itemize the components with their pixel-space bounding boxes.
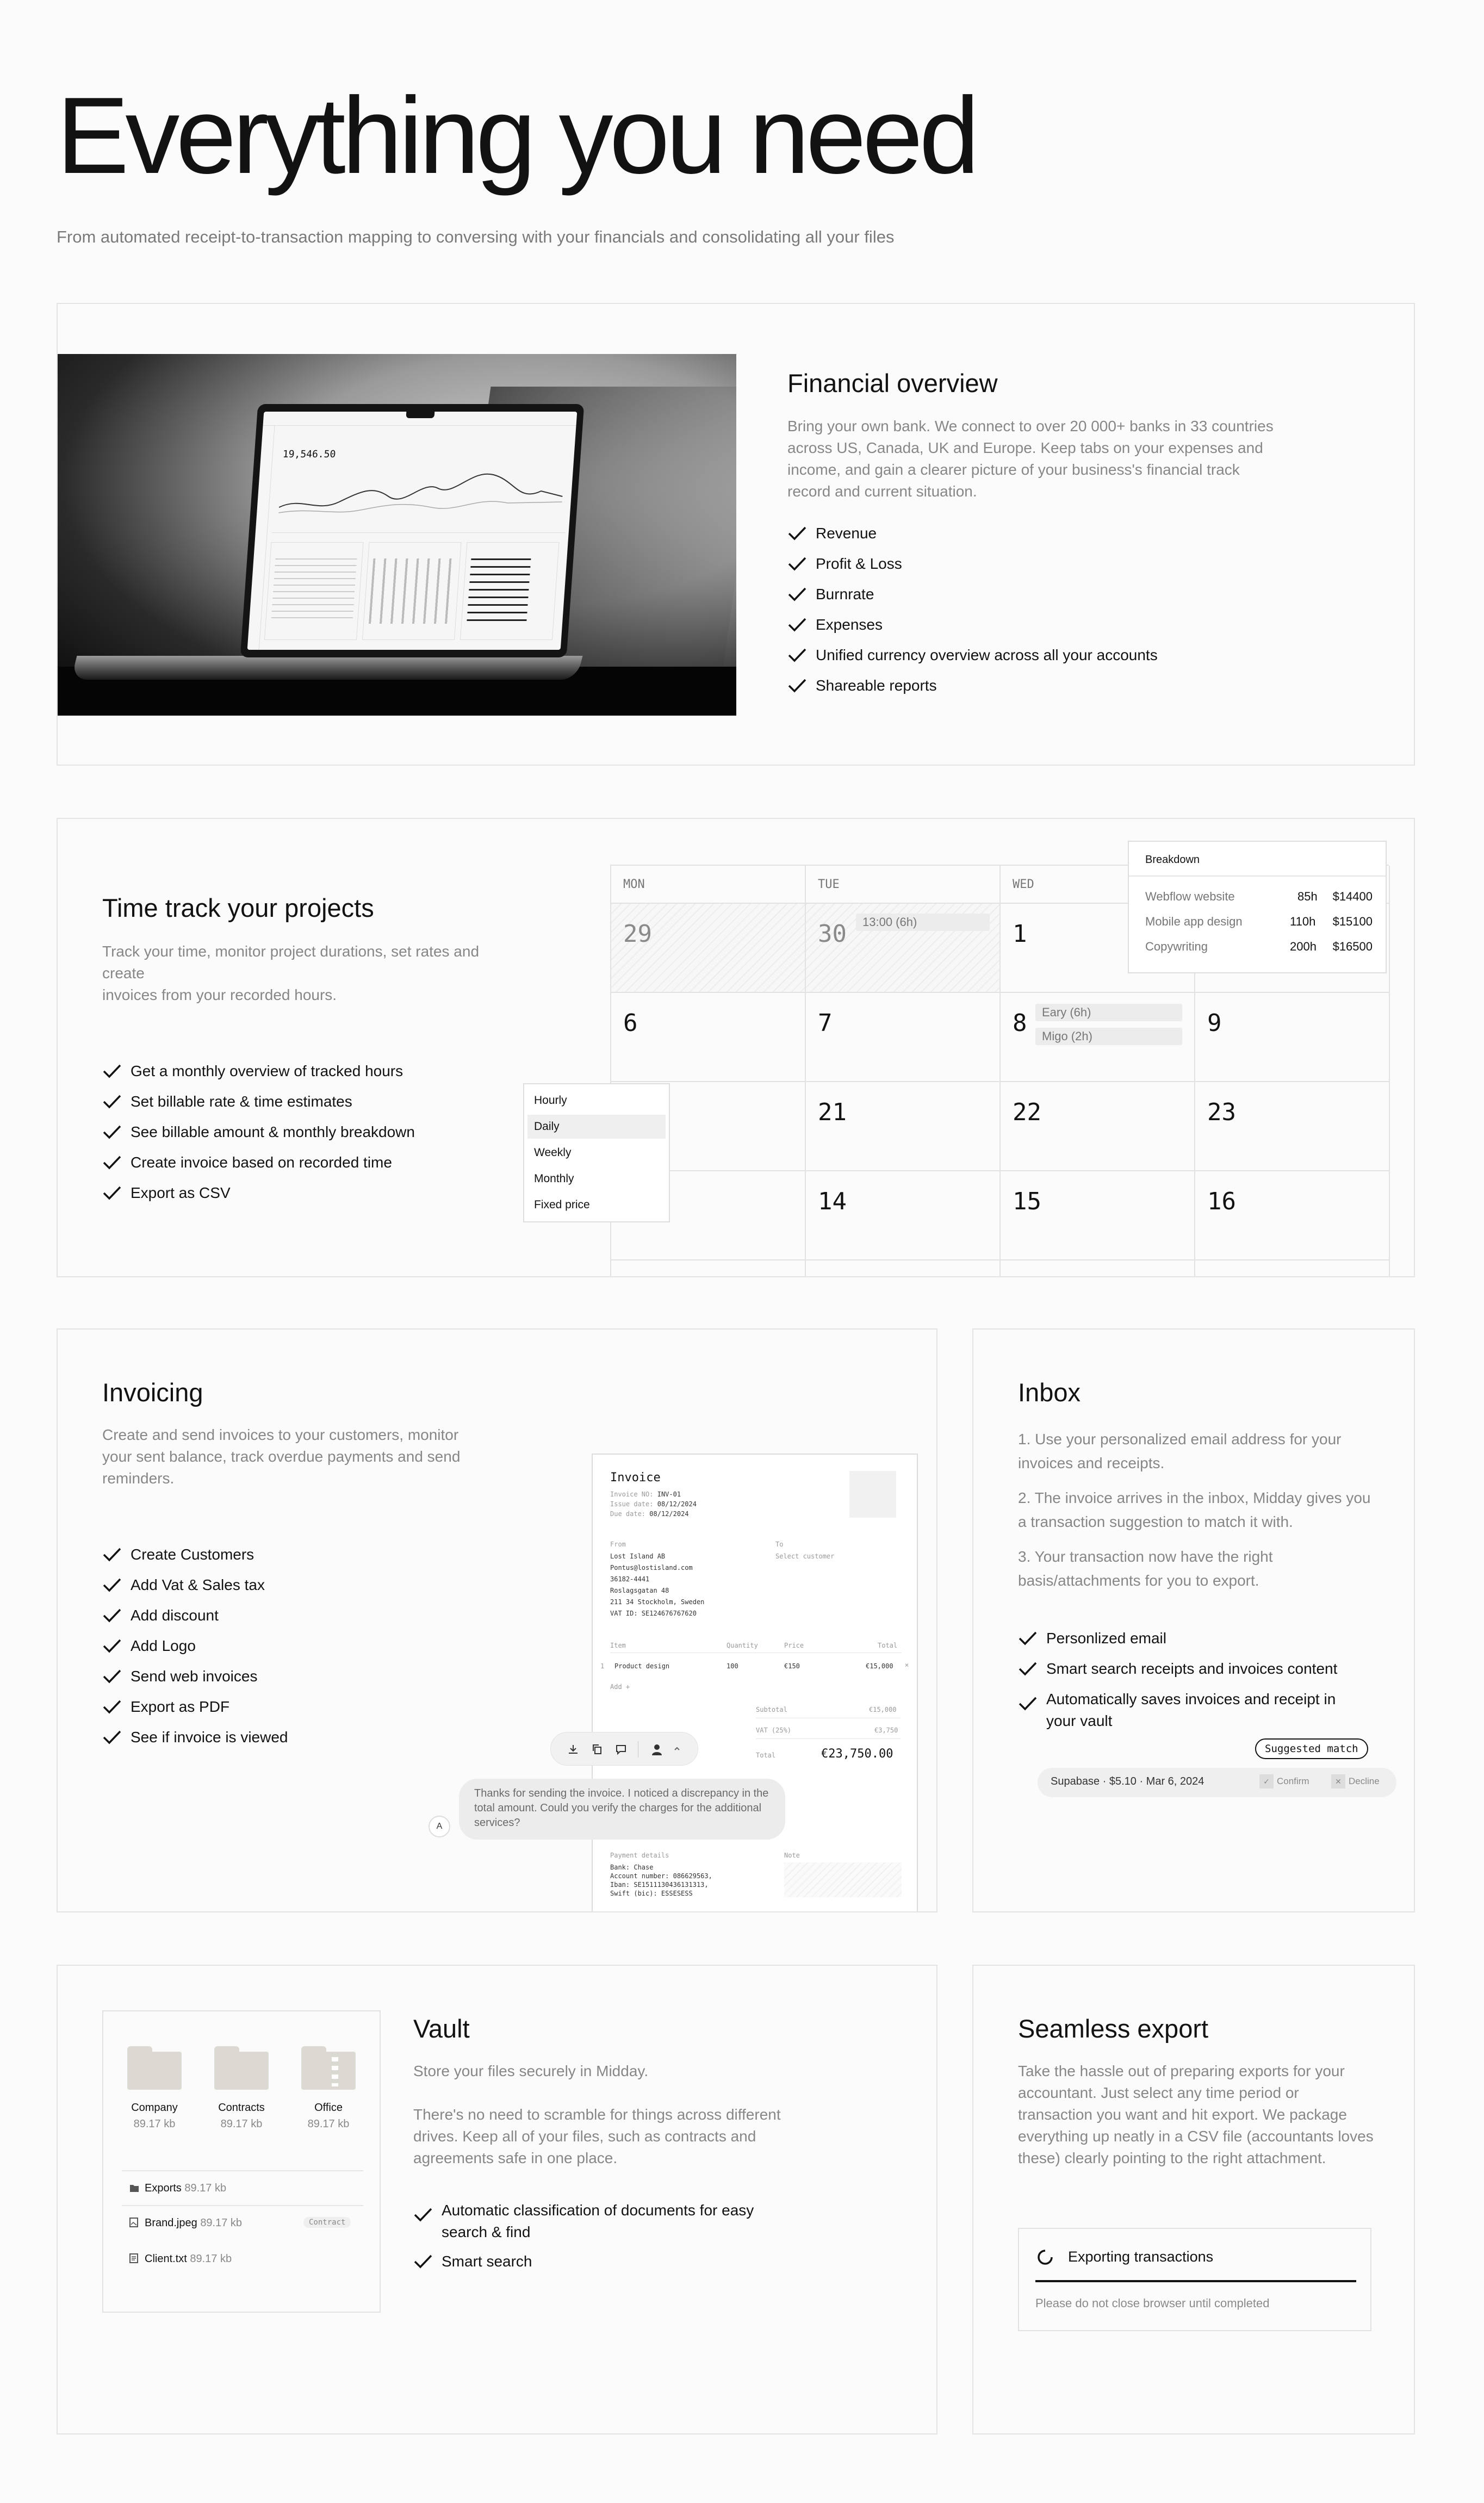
check-icon xyxy=(413,2254,433,2269)
timetrack-description-2: invoices from your recorded hours. xyxy=(102,986,337,1003)
feature-item: Send web invoices xyxy=(102,1661,288,1692)
line-item-price[interactable]: €150 xyxy=(784,1662,800,1670)
time-track-card xyxy=(57,818,1415,1277)
feature-item: Add discount xyxy=(102,1600,288,1631)
calendar-day[interactable]: 1 xyxy=(1001,904,1195,993)
feature-item: Set billable rate & time estimates xyxy=(102,1086,415,1117)
match-transaction: Supabase · $5.10 · Mar 6, 2024 xyxy=(1051,1775,1204,1787)
vault-description-2: There's no need to scramble for things across different drives. Keep all of your files, such as contracts and agreements safe in one place. xyxy=(413,2106,781,2166)
rate-option-weekly[interactable]: Weekly xyxy=(534,1146,572,1159)
check-icon xyxy=(102,1547,122,1562)
calendar-day[interactable]: 30 13:00 (6h) xyxy=(806,904,1001,993)
breakdown-title: Breakdown xyxy=(1145,854,1200,866)
rate-option-fixed[interactable]: Fixed price xyxy=(534,1198,590,1211)
export-progress-fill xyxy=(1035,2280,1356,2282)
calendar-day[interactable]: 29 xyxy=(611,904,806,993)
check-icon xyxy=(102,1064,122,1079)
archive-folder-icon[interactable] xyxy=(301,2046,356,2090)
folder-icon[interactable] xyxy=(127,2046,182,2090)
chevron-up-icon[interactable] xyxy=(674,1746,680,1752)
copy-icon[interactable] xyxy=(591,1743,603,1755)
vault-feature-list xyxy=(413,2200,794,2277)
calendar-day[interactable]: 14 xyxy=(806,1171,1001,1260)
rate-option-hourly[interactable]: Hourly xyxy=(534,1094,567,1107)
confirm-button[interactable]: ✓ Confirm xyxy=(1259,1774,1309,1791)
feature-item: Unified currency overview across all your accounts xyxy=(787,640,1158,670)
check-icon xyxy=(1018,1661,1038,1676)
file-row[interactable]: Brand.jpeg 89.17 kb xyxy=(129,2217,242,2229)
check-icon xyxy=(102,1185,122,1201)
check-icon xyxy=(102,1699,122,1715)
inbox-title: Inbox xyxy=(1018,1378,1081,1407)
invoice-note-field[interactable] xyxy=(784,1862,902,1897)
check-icon xyxy=(787,617,807,632)
user-icon[interactable] xyxy=(650,1742,664,1756)
laptop-screen xyxy=(240,404,585,657)
feature-item: Expenses xyxy=(787,610,1158,640)
folder-size: 89.17 kb xyxy=(220,2118,263,2130)
export-progress-track xyxy=(1035,2280,1356,2282)
inbox-step: 3. Your transaction now have the right basis/attachments for you to export. xyxy=(1018,1548,1273,1589)
vault-title: Vault xyxy=(413,2014,470,2043)
check-icon xyxy=(787,526,807,541)
select-customer[interactable]: Select customer xyxy=(775,1552,835,1560)
calendar-day[interactable]: 21 xyxy=(806,1082,1001,1171)
feature-item: Burnrate xyxy=(787,579,1158,610)
check-icon xyxy=(102,1155,122,1170)
seamless-export-card xyxy=(972,1965,1415,2434)
breakdown-row: Mobile app design 110h $15100 xyxy=(1145,915,1373,928)
feature-item: Automatic classification of documents for easy search & find xyxy=(413,2200,794,2243)
financial-title: Financial overview xyxy=(787,369,998,398)
folder-name: Contracts xyxy=(218,2102,265,2114)
invoice-preview: Invoice Invoice NO: INV-01 Issue date: 08/12/2024 Due date: 08/12/2024 From To Select customer Lost Island AB Pontus@lostisland.com 36182-4441 Roslagsgatan 48 211 34 Stockholm, Sweden VAT ID: SE124676767620 Item Quantity Price Total 1 Product design 100 €150 €15,000 × Add + Subtotal €15,000 VAT (25%) €3,750 Total €23,750.00 Payment details Note Bank: Chase Account number: 086629563, Iban: SE1511130436131313, Swift (bic): ESSESESS xyxy=(592,1454,918,1912)
calendar-day[interactable]: 9 xyxy=(1195,993,1390,1082)
feature-item: Create invoice based on recorded time xyxy=(102,1147,415,1178)
feature-item: Add Logo xyxy=(102,1631,288,1661)
feature-item: Personlized email xyxy=(1018,1623,1344,1654)
comment-bubble: Thanks for sending the invoice. I noticed a discrepancy in the total amount. Could you verify the charges for the additional services? xyxy=(459,1779,785,1840)
inbox-step: 2. The invoice arrives in the inbox, Midday gives you a transaction suggestion to match it with. xyxy=(1018,1489,1371,1530)
calendar-day[interactable]: 15 xyxy=(1001,1171,1195,1260)
feature-item: Smart search receipts and invoices content xyxy=(1018,1654,1344,1684)
financial-description: Bring your own bank. We connect to over 20 000+ banks in 33 countries across US, Canada, UK and Europe. Keep tabs on your expenses and income, and gain a clearer picture of your business's financial track record and current situation. xyxy=(787,418,1274,500)
screen-balance: 19,546.50 xyxy=(282,449,337,460)
invoice-total: €23,750.00 xyxy=(821,1747,893,1761)
invoicing-feature-list xyxy=(102,1539,288,1753)
vault-description-1: Store your files securely in Midday. xyxy=(413,2063,649,2079)
check-icon xyxy=(413,2207,433,2222)
export-note: Please do not close browser until completed xyxy=(1035,2296,1270,2310)
folder-name: Company xyxy=(131,2102,178,2114)
rate-option-monthly[interactable]: Monthly xyxy=(534,1172,574,1185)
page-title: Everything you need xyxy=(57,75,976,196)
folder-small-icon xyxy=(129,2184,139,2193)
time-entry[interactable]: Migo (2h) xyxy=(1035,1028,1182,1045)
check-icon xyxy=(102,1638,122,1654)
financial-feature-list xyxy=(787,518,1158,701)
folder-name: Office xyxy=(314,2102,343,2114)
check-icon xyxy=(102,1577,122,1593)
calendar-day[interactable]: 22 xyxy=(1001,1082,1195,1171)
timetrack-feature-list xyxy=(102,1056,415,1208)
calendar-header-mon: MON xyxy=(611,866,806,904)
line-item-name[interactable]: Product design xyxy=(614,1662,670,1670)
export-status-panel xyxy=(1018,2228,1371,2331)
line-item-total: €15,000 xyxy=(866,1662,893,1670)
invoice-logo-placeholder[interactable] xyxy=(849,1471,896,1518)
calendar-header-wed: WED xyxy=(1001,866,1195,904)
vault-card xyxy=(57,1965,937,2434)
line-item-qty[interactable]: 100 xyxy=(727,1662,738,1670)
comment-icon[interactable] xyxy=(615,1743,627,1755)
calendar-day[interactable]: 8 Eary (6h) Migo (2h) xyxy=(1001,993,1195,1082)
calendar-header-tue: TUE xyxy=(806,866,1001,904)
folder-size: 89.17 kb xyxy=(133,2118,176,2130)
decline-button[interactable]: ✕ Decline xyxy=(1331,1774,1380,1791)
calendar-day[interactable]: 6 xyxy=(611,993,806,1082)
feature-item: Shareable reports xyxy=(787,670,1158,701)
check-icon xyxy=(102,1608,122,1623)
feature-item: Add Vat & Sales tax xyxy=(102,1570,288,1600)
inbox-step: 1. Use your personalized email address for your invoices and receipts. xyxy=(1018,1431,1342,1471)
download-icon[interactable] xyxy=(567,1743,579,1755)
feature-item: Revenue xyxy=(787,518,1158,549)
image-file-icon xyxy=(129,2218,138,2227)
rate-dropdown-menu xyxy=(523,1083,670,1222)
calendar-day[interactable]: 7 xyxy=(806,993,1001,1082)
check-icon xyxy=(102,1094,122,1109)
feature-item: Create Customers xyxy=(102,1539,288,1570)
laptop-photo xyxy=(58,354,736,716)
screen-line-chart xyxy=(278,464,565,518)
feature-item: See if invoice is viewed xyxy=(102,1722,288,1753)
check-icon xyxy=(1018,1696,1038,1711)
invoicing-title: Invoicing xyxy=(102,1378,203,1407)
financial-overview-card xyxy=(57,303,1415,766)
check-icon xyxy=(787,587,807,602)
avatar: A xyxy=(429,1816,450,1837)
timetrack-title: Time track your projects xyxy=(102,893,374,922)
timetrack-description-1: Track your time, monitor project durations, set rates and create xyxy=(102,943,480,982)
check-icon xyxy=(102,1125,122,1140)
file-row[interactable]: Exports 89.17 kb xyxy=(129,2182,226,2195)
breakdown-popover xyxy=(1128,841,1387,973)
check-icon xyxy=(787,556,807,572)
add-line-item-button[interactable]: Add + xyxy=(610,1683,630,1691)
breakdown-row: Webflow website 85h $14400 xyxy=(1145,890,1373,903)
rate-option-daily[interactable]: Daily xyxy=(527,1115,666,1139)
folder-icon[interactable] xyxy=(214,2046,269,2090)
loading-spinner-icon xyxy=(1035,2247,1055,2267)
folder-size: 89.17 kb xyxy=(307,2118,350,2130)
inbox-feature-list xyxy=(1018,1623,1344,1732)
text-file-icon xyxy=(129,2253,138,2263)
export-description: Take the hassle out of preparing exports for your accountant. Just select any time period or transaction you want and hit export. We package everything up neatly in a CSV file (accountants loves these) clearly pointing to the right attachment. xyxy=(1018,2063,1374,2166)
invoice-toolbar xyxy=(550,1732,698,1766)
invoice-title: Invoice xyxy=(610,1471,661,1485)
check-icon xyxy=(102,1730,122,1745)
time-entry[interactable]: Eary (6h) xyxy=(1035,1004,1182,1021)
export-title: Seamless export xyxy=(1018,2014,1209,2043)
feature-item: Smart search xyxy=(413,2246,794,2277)
time-entry[interactable]: 13:00 (6h) xyxy=(856,914,990,931)
check-icon xyxy=(102,1669,122,1684)
check-icon xyxy=(1018,1631,1038,1646)
check-icon xyxy=(787,648,807,663)
invoicing-description: Create and send invoices to your customers, monitor your sent balance, track overdue payments and send reminders. xyxy=(102,1426,461,1487)
feature-item: Automatically saves invoices and receipt in your vault xyxy=(1018,1684,1344,1732)
remove-line-item[interactable]: × xyxy=(905,1661,909,1669)
file-tag: Contract xyxy=(303,2217,351,2228)
file-browser xyxy=(102,2010,381,2313)
page-subtitle: From automated receipt-to-transaction mapping to conversing with your financials and consolidating all your files xyxy=(57,227,895,246)
calendar-day[interactable]: 23 xyxy=(1195,1082,1390,1171)
check-icon xyxy=(787,678,807,693)
feature-item: Export as CSV xyxy=(102,1178,415,1208)
calendar-day[interactable]: 16 xyxy=(1195,1171,1390,1260)
inbox-card xyxy=(972,1328,1415,1912)
feature-item: Profit & Loss xyxy=(787,549,1158,579)
suggested-match-badge: Suggested match xyxy=(1255,1738,1368,1759)
export-status-text: Exporting transactions xyxy=(1068,2249,1214,2265)
match-row xyxy=(1038,1768,1396,1797)
feature-item: Get a monthly overview of tracked hours xyxy=(102,1056,415,1086)
breakdown-row: Copywriting 200h $16500 xyxy=(1145,940,1373,953)
feature-item: See billable amount & monthly breakdown xyxy=(102,1117,415,1147)
feature-item: Export as PDF xyxy=(102,1692,288,1722)
invoicing-card xyxy=(57,1328,937,1912)
file-row[interactable]: Client.txt 89.17 kb xyxy=(129,2253,232,2265)
